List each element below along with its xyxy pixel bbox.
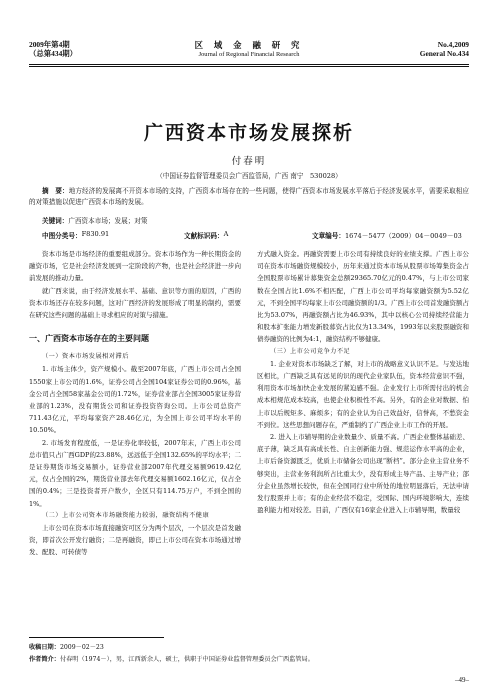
clc-value: F830.91 — [81, 230, 110, 238]
issue-total-line: （总第434期） — [29, 49, 78, 58]
right-column — [257, 248, 469, 516]
header-rule — [29, 64, 469, 65]
body-paragraph: 1. 企业对资本市场缺乏了解，对上市的战略意义认识不足。与发达地区相比，广西缺乏具有远见的识的现代企业家队伍，资本经营意识不强，利用资本市场加快企业发展的紧迫感不强。企业发行上市所需付出的机会成本相规范成本较高，也使企业积极性不高。另外，有的企业对数据、怕上市以后规矩多、麻烦多；有的企业认为自己效益好，信誉高，不愁资金不到位。这些思想问题存在，严重制约了广西企业上市工作的开展。 — [257, 359, 469, 429]
article-number-value: 1674－5477（2009）04－0049－03 — [344, 232, 462, 240]
issue-line: 2009年第4期 — [29, 40, 70, 49]
header-rule-thin — [29, 66, 469, 67]
journal-name-en: Journal of Regional Financial Research — [198, 51, 300, 58]
keywords-label: 关键词： — [42, 217, 69, 225]
author-bio-label: 作者简介： — [29, 656, 60, 663]
doc-code-label: 文献标识码： — [184, 232, 224, 240]
abstract — [29, 186, 469, 207]
abstract-text: 地方经济的发展离不开资本市场的支持，广西资本市场存在的一些问题，使得广西资本市场发展水平落后于经济发展水平，需要采取相应的对策措施以促进广西资本市场的发展。 — [29, 187, 470, 206]
left-column — [29, 248, 241, 559]
clc-code — [42, 230, 110, 240]
keywords-text: 广西资本市场；发展；对策 — [68, 217, 148, 225]
article-number — [312, 230, 462, 240]
classification-line — [42, 230, 469, 240]
abstract-label: 摘 要： — [42, 187, 69, 195]
number-line: No.4,2009 — [437, 40, 469, 49]
body-paragraph: 2. 进入上市辅导期的企业数量少、质量不高。广西企业整体基础差、底子薄，缺乏具有高成长性、自主创新能力强、规范运作水平高的企业，上市后备资源匮乏，优质上市储备公司出现“断档”。部分企业主营业务不够突出，主营业务利润所占比重太少，没有形成主导产品、主导产业；部分企业虽然增长较快，但在全国同行业中所处的地位明显落后，无法申请发行股票并上市；有的企业经营不稳定，受国际、国内环境影响大，连续盈利能力相对较差。目前，广西仅有16家企业进入上市辅导期，数量较 — [257, 433, 469, 515]
author-bio — [29, 654, 469, 665]
subsection-heading: （一）资本市场发展相对滞后 — [42, 353, 129, 361]
section-heading: 一、广西资本市场存在的主要问题 — [29, 334, 149, 344]
page-number: –49– — [455, 676, 469, 684]
article-title: 广西资本市场发展探析 — [143, 122, 354, 144]
body-paragraph: 就广西来说，由于经济发展水平、基础、意识等方面的原因，广西的资本市场还存在较多问题，这对广西经济的发展形成了明显的制约，需要在研究这些问题的基础上寻求相应的对策与措施。 — [29, 286, 241, 320]
header-number — [420, 40, 469, 58]
subsection-heading: （三）上市公司竞争力不足 — [270, 347, 351, 355]
body-paragraph: 方式融入资金。再融资需要上市公司有持续良好的业绩支撑。广西上市公司在资本市场融资规模较小，历年来通过资本市场从股票市场筹集资金占全国股票市场累计募集资金总额29365.70亿元的0.47%，与上市公司家数在全国占比1.6%不相匹配，广西上市公司平均每家融资额为5.52亿元，不到全国平均每家上市公司融资额的1/3。广西上市公司首发融资额占比为53.07%，再融资额占比为46.93%，其中以核心公司持续经营能力和股本扩张能力增发新股募资占比仅为13.34%，1993年以来股票融资和债券融资的比例为4:1，融资结构不够健康。 — [257, 250, 469, 344]
keywords — [42, 215, 148, 225]
running-header — [29, 40, 469, 64]
body-paragraph: 2. 市场发育程度低，一是证券化率较低，2007年末，广西上市公司总市值只占广西GDP的23.88%，远远低于全国132.65%的平均水平；二是证券期货市场交易额小，证券营业部2007年代理交易额9619.42亿元，仅占全国的2%，期货营业部去年代理交易额1602.16亿元，仅占全国的0.4%；三是投资者开户数少，全区只有114.75万户，不到全国的1%。 — [29, 438, 241, 508]
author-affiliation: （中国证券监督管理委员会广西监管局，广西 南宁 530028） — [156, 172, 342, 180]
body-paragraph: 上市公司在资本市场直接融资可区分为两个层次，一个层次是首发融资，即首次公开发行融资；二是再融资，即已上市公司在资本市场通过增发、配股、可转债等 — [29, 524, 241, 557]
article-author: 付春明 — [231, 156, 267, 167]
footnote-rule — [29, 637, 164, 638]
author-bio-value: 付春明（1974－），男，江西新余人，硕士，供职于中国证券业监督管理委员会广西监管局。 — [59, 656, 314, 663]
body-paragraph: 资本市场是市场经济的重要组成部分。资本市场作为一种长期资金的融资市场，它是社会经济发展到一定阶段的产物，也是社会经济进一步向前发展的推动力量。 — [29, 250, 241, 283]
general-number-line: General No.434 — [419, 49, 469, 58]
received-date — [29, 642, 469, 653]
body-paragraph: 1. 市场主体少，资产规模小。截至2007年底，广西上市公司占全国1550家上市公司的1.6%，证券公司占全国104家证券公司的0.96%，基金公司占全国58家基金公司的1.72%，证券营业部占全国3005家证券营业部的1.23%，没有期货公司和证券投资咨询公司。上市公司总资产711.43亿元，平均每家资产28.46亿元，为全国上市公司平均水平的10.50%。 — [29, 365, 241, 435]
article-number-label: 文章编号： — [312, 232, 345, 240]
clc-label: 中图分类号： — [42, 232, 82, 240]
received-value: 2009－02－23 — [59, 644, 104, 651]
doc-code-value: A — [223, 230, 229, 238]
journal-name-cn: 区 域 金 融 研 究 — [194, 40, 304, 50]
doc-code — [184, 230, 229, 240]
received-label: 收稿日期： — [29, 644, 60, 651]
subsection-heading: （二）上市公司资本市场融资能力较弱，融资结构不健康 — [42, 511, 210, 519]
header-journal — [29, 40, 469, 59]
